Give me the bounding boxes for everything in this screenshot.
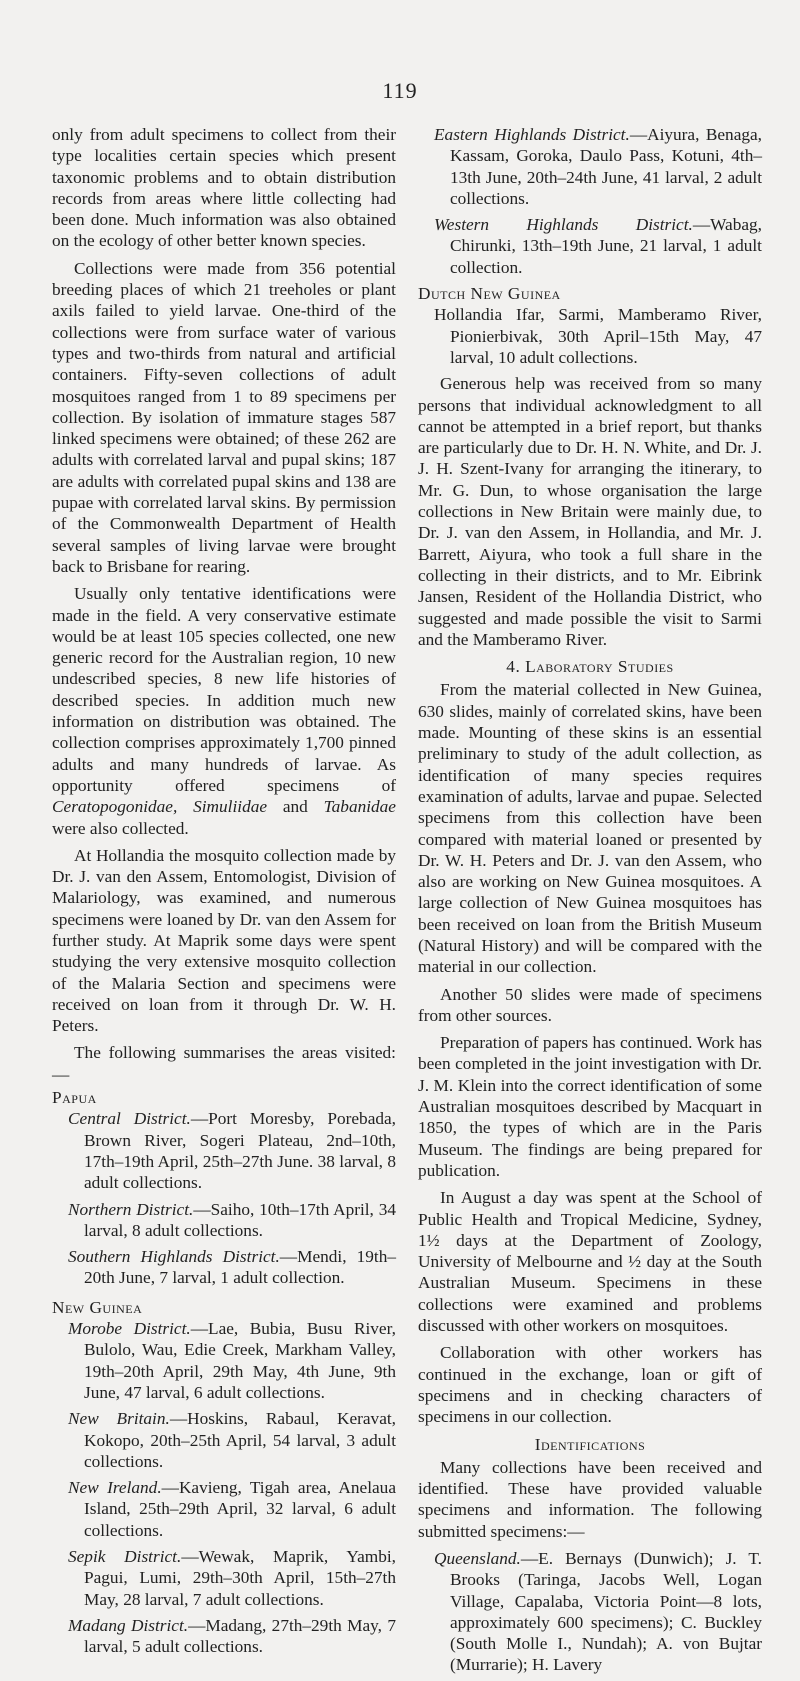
paragraph: only from adult specimens to collect from their type localities certain species which present taxonomic problems and to obtain distribution records from areas where little collecting had been done. Much information was also obtained on the ecology of other better known species. xyxy=(52,125,396,251)
district-name: Eastern Highlands District. xyxy=(434,125,630,144)
district-entry xyxy=(52,1318,396,1403)
taxon-name: Tabanidae xyxy=(323,797,396,817)
state-text: —E. Bernays (Dunwich); J. T. Brooks (Taringa, Jacobs Well, Logan Village, Capalaba, Victoria Point—8 lots, approximately 600 specimens); C. Buckley (South Molle I., Nundah); A. von Bujtar (Murrarie); H. Lavery xyxy=(450,1549,762,1675)
district-text: —Kavieng, Tigah area, Anelaua Island, 25th–29th April, 32 larval, 6 adult collections. xyxy=(84,1478,396,1540)
section-heading-papua: Papua xyxy=(52,1088,97,1108)
district-entry xyxy=(418,124,762,209)
district-text: —Wabag, Chirunki, 13th–19th June, 21 larval, 1 adult collection. xyxy=(450,215,762,277)
left-column xyxy=(52,124,396,1662)
district-text: —Wewak, Maprik, Yambi, Pagui, Lumi, 29th–30th April, 15th–27th May, 28 larval, 7 adult collections. xyxy=(84,1547,396,1609)
paragraph: Another 50 slides were made of specimens from other sources. xyxy=(418,984,762,1025)
district-text: —Lae, Bubia, Busu River, Bulolo, Wau, Edie Creek, Markham Valley, 19th–20th April, 29th May, 4th June, 9th June, 47 larval, 6 adult collections. xyxy=(84,1319,396,1402)
paragraph: From the material collected in New Guinea, 630 slides, mainly of correlated skins, have been made. Mounting of these skins is an essential preliminary to study of the adult collection, as identification of many species requires examination of adults, larvae and pupae. Selected specimens from this collection have been compared with material loaned or presented by Dr. W. H. Peters and Dr. J. van den Assem, who also are working on New Guinea mosquitoes. A large collection of New Guinea mosquitoes has been received on loan from the British Museum (Natural History) and will be compared with the material in our collection. xyxy=(418,680,762,977)
paragraph: In August a day was spent at the School of Public Health and Tropical Medicine, Sydney, 1½ days at the Department of Zoology, University of Melbourne and ½ day at the South Australian Museum. Specimens in these collections were examined and problems discussed with other workers on mosquitoes. xyxy=(418,1188,762,1336)
district-entry xyxy=(52,1408,396,1472)
page-number: 119 xyxy=(382,78,418,103)
paragraph: Generous help was received from so many persons that individual acknowledgment to all cannot be attempted in a brief report, but thanks are particularly due to Dr. H. N. White, and Dr. J. J. H. Szent-Ivany for arranging the itinerary, to Mr. G. Dun, to whose organisation the large collections in New Britain were mainly due, to Dr. J. van den Assem, in Hollandia, and Mr. J. Barrett, Aiyura, who took a full share in the collecting in their districts, and to Mr. Eibrink Jansen, Resident of the Hollandia District, who suggested and made possible the visit to Sarmi and the Mamberamo River. xyxy=(418,374,762,649)
right-column xyxy=(418,124,762,1681)
text-run: were also collected. xyxy=(52,818,189,838)
district-entry: Hollandia Ifar, Sarmi, Mamberamo River, Pionierbivak, 30th April–15th May, 47 larval, 10 adult collections. xyxy=(434,305,762,367)
state-name: Queensland. xyxy=(434,1549,521,1568)
district-name: New Britain. xyxy=(68,1409,170,1429)
district-name: Madang District. xyxy=(68,1615,189,1635)
district-entry xyxy=(418,214,762,278)
district-entry xyxy=(52,1108,396,1193)
district-name: Northern District. xyxy=(68,1199,194,1219)
paragraph: Collections were made from 356 potential breeding places of which 21 treeholes or plant axils failed to yield larvae. One-third of the collections were from surface water of various types and two-thirds from natural and artificial containers. Fifty-seven collections of adult mosquitoes ranged from 1 to 89 specimens per collection. By isolation of immature stages 587 linked specimens were obtained; of these 262 are adults with correlated larval and pupal skins; 187 are adults with correlated pupal skins and 138 are pupae with correlated larval skins. By permission of the Commonwealth Department of Health several samples of living larvae were brought back to Brisbane for rearing. xyxy=(52,258,396,576)
paragraph: Collaboration with other workers has continued in the exchange, loan or gift of specimens and in checking characters of specimens in our collection. xyxy=(418,1343,762,1427)
section-heading-new-guinea: New Guinea xyxy=(52,1297,143,1317)
paragraph: Many collections have been received and identified. These have provided valuable specimens and information. The following submitted specimens:— xyxy=(418,1457,762,1541)
district-text: —Mendi, 19th–20th June, 7 larval, 1 adult collection. xyxy=(84,1247,397,1288)
district-entry xyxy=(52,1615,396,1658)
paragraph: The following summarises the areas visited:— xyxy=(52,1043,396,1084)
district-name: Sepik District. xyxy=(68,1547,182,1566)
district-entry xyxy=(52,1546,396,1610)
district-text: —Port Moresby, Porebada, Brown River, Sogeri Plateau, 2nd–10th, 17th–19th April, 25th–27th June. 38 larval, 8 adult collections. xyxy=(84,1109,396,1193)
text-run: and xyxy=(282,797,308,817)
district-entry xyxy=(52,1477,396,1541)
paragraph: At Hollandia the mosquito collection made by Dr. J. van den Assem, Entomologist, Division of Malariology, was examined, and numerous specimens were loaned by Dr. van den Assem for further study. At Maprik some days were spent studying the very extensive mosquito collection of the Malaria Section and specimens were received on loan from it through Dr. W. H. Peters. xyxy=(52,845,396,1036)
district-name: Central District. xyxy=(68,1109,191,1129)
paragraph: Preparation of papers has continued. Work has been completed in the joint investigation with Dr. J. M. Klein into the correct identification of some Australian mosquitoes described by Macquart in 1850, the types of which are in the Paris Museum. The findings are being prepared for publication. xyxy=(418,1033,762,1180)
section-heading-dutch-new-guinea: Dutch New Guinea xyxy=(418,284,561,304)
district-text: —Hoskins, Rabaul, Keravat, Kokopo, 20th–25th April, 54 larval, 3 adult collections. xyxy=(84,1409,396,1471)
section-heading-identifications: Identifications xyxy=(534,1434,646,1454)
district-text: —Madang, 27th–29th May, 7 larval, 5 adult collections. xyxy=(84,1615,397,1657)
district-name: New Ireland. xyxy=(68,1478,162,1498)
state-entry xyxy=(418,1548,762,1676)
district-name: Morobe District. xyxy=(68,1319,191,1339)
taxon-name: Ceratopogonidae, Simuliidae xyxy=(52,797,268,817)
district-entry xyxy=(52,1246,396,1289)
district-name: Southern Highlands District. xyxy=(68,1247,280,1267)
district-name: Western Highlands District. xyxy=(434,215,693,235)
paragraph xyxy=(52,583,396,839)
district-text: —Aiyura, Benaga, Kassam, Goroka, Daulo Pass, Kotuni, 4th–13th June, 20th–24th June, 41 larval, 2 adult collections. xyxy=(450,125,762,208)
district-text: —Saiho, 10th–17th April, 34 larval, 8 adult collections. xyxy=(84,1199,396,1240)
text-run: Usually only tentative identifications were made in the field. A very conservative estimate would be at least 105 species collected, one new generic record for the Australian region, 10 new undescribed species, 8 new life histories of described species. In addition much new information on distribution was obtained. The collection comprises approximately 1,700 pinned adults and many hundreds of larvae. As opportunity offered specimens of xyxy=(52,584,396,795)
section-heading-laboratory: 4. Laboratory Studies xyxy=(506,657,674,677)
district-entry xyxy=(52,1199,396,1242)
